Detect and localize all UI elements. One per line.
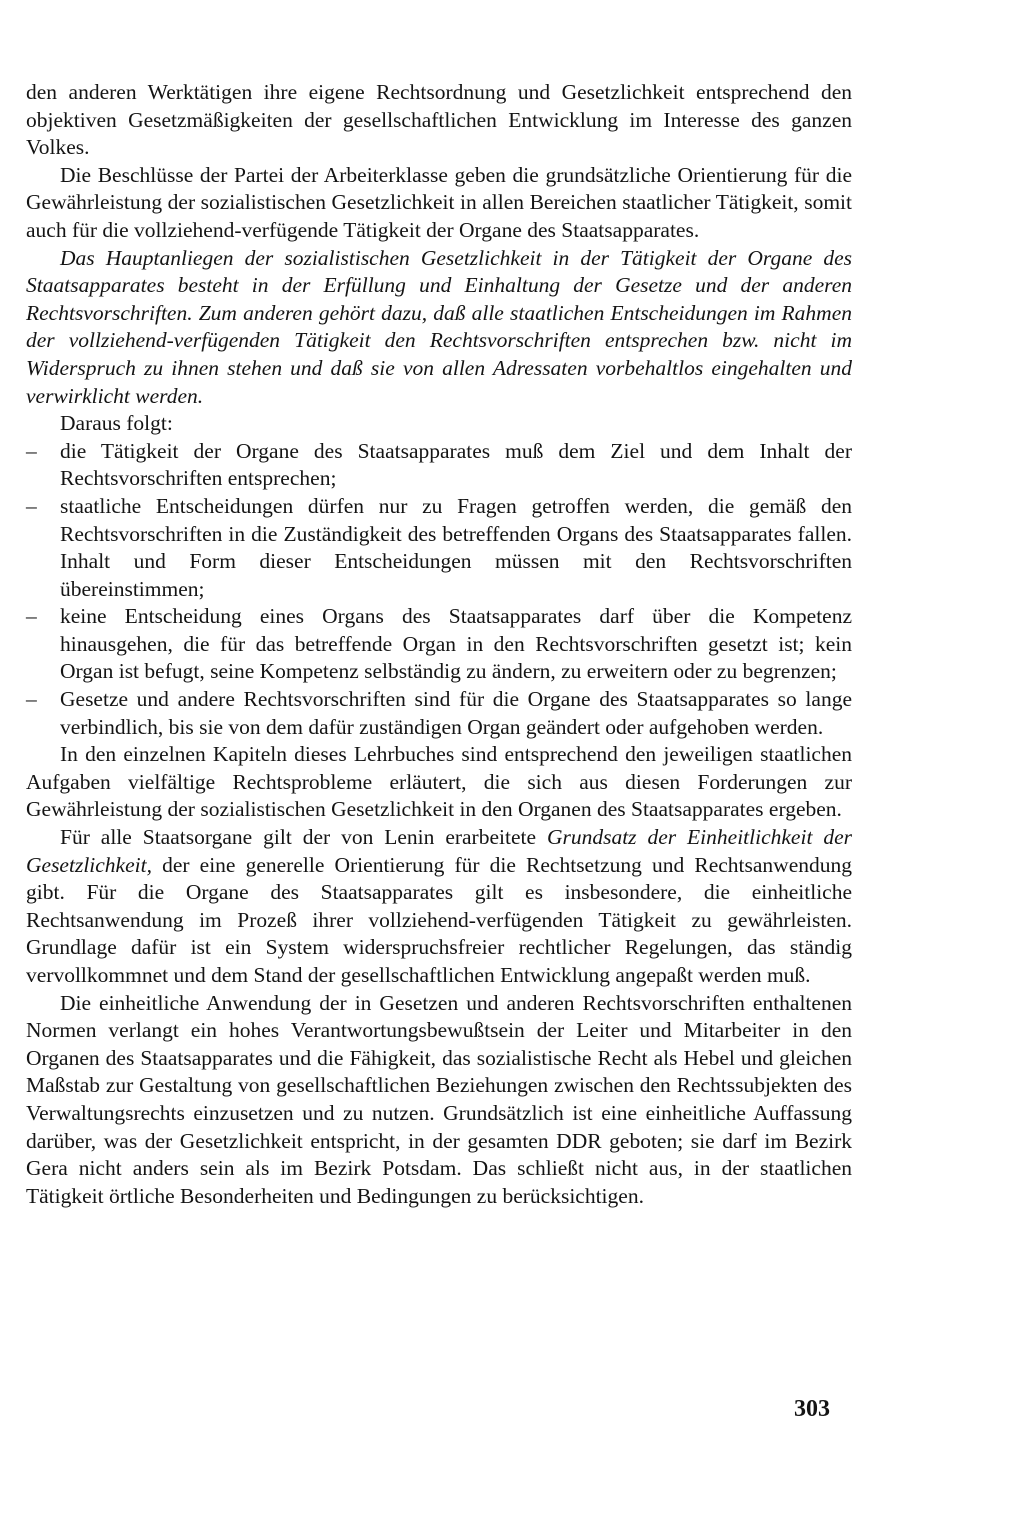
paragraph-2: Die Beschlüsse der Partei der Arbeiterklasse geben die grundsätzliche Orientierung für die Gewährleistung der sozialistischen Gesetzlichkeit in allen Bereichen staatlicher Tätigkeit, somit auch für die vollziehend-verfügende Tätigkeit der Organe des Staatsapparates. xyxy=(26,162,852,242)
paragraph-3-emphasis: Das Hauptanliegen der sozialistischen Gesetzlichkeit in der Tätigkeit der Organe des Staatsapparates besteht in der Erfüllung und Einhaltung der Gesetze und der anderen Rechtsvorschriften. Zum anderen gehört dazu, daß alle staatlichen Entscheidungen im Rahmen der vollziehend-verfügenden Tätigkeit den Rechtsvorschriften entsprechen bzw. nicht im Widerspruch zu ihnen stehen und daß sie von allen Adressaten vorbehaltlos eingehalten und verwirklicht werden. xyxy=(26,245,852,408)
list-item-text: staatliche Entscheidungen dürfen nur zu Fragen getroffen werden, die gemäß den Rechtsvorschriften in die Zuständigkeit des betreffenden Organs des Staatsapparates fallen. Inhalt und Form dieser Entscheidungen müssen mit den Rechtsvorschriften übereinstimmen; xyxy=(60,493,852,601)
paragraph-5: In den einzelnen Kapiteln dieses Lehrbuches sind entsprechend den jeweiligen staatlichen Aufgaben vielfältige Rechtsprobleme erläutert, die sich aus diesen Forderungen zur Gewährleistung der sozialistischen Gesetzlichkeit in den Organen des Staatsapparates ergeben. xyxy=(26,742,852,822)
list-item xyxy=(26,438,852,493)
dash-marker: – xyxy=(26,438,37,463)
list-item xyxy=(26,493,852,603)
paragraph-6-text-after: der eine generelle Orientierung für die Rechtsetzung und Rechtsanwendung gibt. Für die Organe des Staatsapparates gilt es insbesondere, die einheitliche Rechtsanwendung im Prozeß ihrer vollziehend-verfügenden Tätigkeit zu gewährleisten. Grundlage dafür ist ein System widerspruchsfreier rechtlicher Regelungen, das ständig vervollkommnet und dem Stand der gesellschaftlichen Entwicklung angepaßt werden muß. xyxy=(26,852,852,987)
page-body xyxy=(26,79,852,1210)
list-item-text: Gesetze und andere Rechtsvorschriften sind für die Organe des Staatsapparates so lange verbindlich, bis sie von dem dafür zuständigen Organ geändert oder aufgehoben werden. xyxy=(60,687,852,739)
list-item xyxy=(26,686,852,741)
paragraph-lead-in: Daraus folgt: xyxy=(60,411,173,436)
requirements-list xyxy=(26,438,852,742)
list-item-text: die Tätigkeit der Organe des Staatsapparates muß dem Ziel und dem Inhalt der Rechtsvorschriften entsprechen; xyxy=(60,438,852,491)
list-item xyxy=(26,603,852,686)
dash-marker: – xyxy=(26,687,37,712)
dash-marker: – xyxy=(26,604,37,629)
paragraph-7: Die einheitliche Anwendung der in Gesetzen und anderen Rechtsvorschriften enthaltenen Normen verlangt ein hohes Verantwortungsbewußtsein der Leiter und Mitarbeiter in den Organen des Staatsapparates und die Fähigkeit, das sozialistische Recht als Hebel und gleichen Maßstab zur Gestaltung von gesellschaftlichen Beziehungen zwischen den Rechtssubjekten des Verwaltungsrechts einzusetzen und zu nutzen. Grundsätzlich ist eine einheitliche Auffassung darüber, was der Gesetzlichkeit entspricht, in der gesamten DDR geboten; sie darf im Bezirk Gera nicht anders sein als im Bezirk Potsdam. Das schließt nicht aus, in der staatlichen Tätigkeit örtliche Besonderheiten und Bedingungen zu berücksichtigen. xyxy=(26,990,852,1208)
dash-marker: – xyxy=(26,493,37,518)
paragraph-6-text-before: Für alle Staatsorgane gilt der von Lenin erarbeitete xyxy=(60,825,547,850)
paragraph-6-emphasis: Grundsatz der Einheitlichkeit der Gesetzlichkeit, xyxy=(26,825,852,877)
paragraph-1: den anderen Werktätigen ihre eigene Rechtsordnung und Gesetzlichkeit entsprechend den objektiven Gesetzmäßigkeiten der gesellschaftlichen Entwicklung im Interesse des ganzen Volkes. xyxy=(26,80,852,160)
list-item-text: keine Entscheidung eines Organs des Staatsapparates darf über die Kompetenz hinausgehen, die für das betreffende Organ in den Rechtsvorschriften gesetzt ist; kein Organ ist befugt, seine Kompetenz selbständig zu ändern, zu erweitern oder zu begrenzen; xyxy=(60,604,852,684)
page-number: 303 xyxy=(794,1396,830,1422)
paragraph-6 xyxy=(26,824,852,990)
